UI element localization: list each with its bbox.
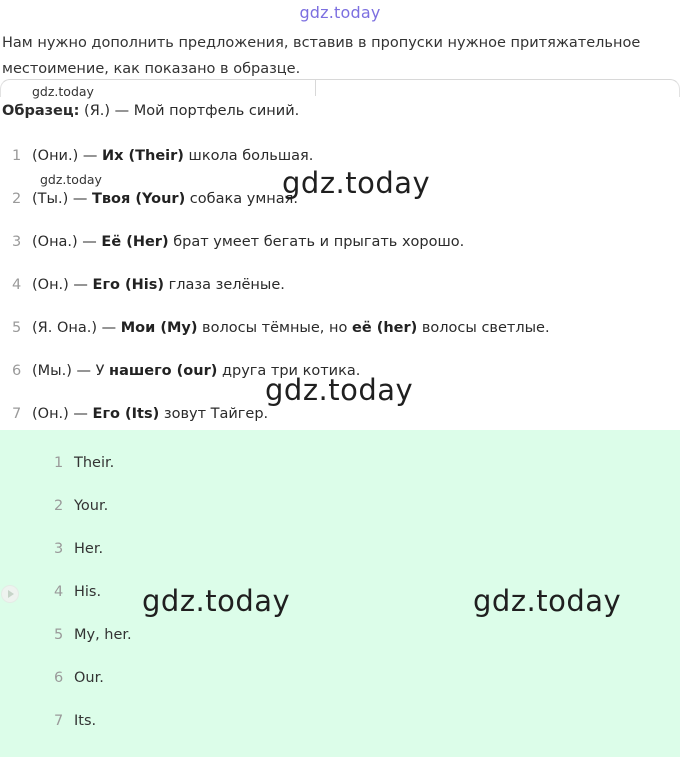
question-answer: Твоя (Your): [91, 191, 186, 207]
answer-text: Their.: [74, 455, 115, 471]
question-item: [12, 188, 298, 210]
question-text: друга три котика.: [217, 363, 361, 379]
sample-rest: портфель синий.: [164, 103, 300, 119]
site-logo[interactable]: gdz.today: [299, 3, 381, 22]
watermark-small: gdz.today: [32, 84, 94, 99]
answer-item: [54, 667, 104, 689]
answer-item: [54, 710, 96, 732]
answer-number: 2: [54, 498, 64, 514]
answer-text: My, her.: [74, 627, 132, 643]
content-divider: [0, 79, 680, 97]
watermark-large: gdz.today: [142, 584, 291, 618]
answer-item: [54, 581, 101, 603]
question-text: собака умная.: [185, 191, 298, 207]
answer-item: [54, 624, 132, 646]
answer-number: 6: [54, 670, 64, 686]
question-number: 7: [12, 406, 22, 422]
question-answer-second: её (her): [351, 320, 418, 336]
watermark-small: gdz.today: [40, 172, 102, 187]
answer-item: [54, 495, 108, 517]
question-text: глаза зелёные.: [164, 277, 285, 293]
question-number: 1: [12, 148, 22, 164]
question-prefix: (Он.) —: [32, 406, 93, 422]
sample-sentence: [2, 100, 299, 122]
question-number: 4: [12, 277, 22, 293]
answer-text: His.: [74, 584, 102, 600]
question-answer: Его (His): [92, 277, 165, 293]
watermark-large: gdz.today: [265, 373, 414, 407]
answers-panel: [0, 430, 680, 757]
watermark-large: gdz.today: [473, 584, 622, 618]
answer-number: 7: [54, 713, 64, 729]
task-intro: Нам нужно дополнить предложения, вставив в пропуски нужное притяжательное местоимение, как показано в образце.: [2, 35, 641, 77]
watermark-large: gdz.today: [282, 166, 431, 200]
answer-number: 3: [54, 541, 64, 557]
answer-text: Her.: [74, 541, 104, 557]
question-prefix: (Она.) —: [32, 234, 102, 250]
answer-number: 4: [54, 584, 64, 600]
question-answer: Мои (My): [120, 320, 198, 336]
question-prefix: (Я. Она.) —: [32, 320, 121, 336]
question-prefix: (Они.) —: [32, 148, 102, 164]
question-prefix: (Мы.) — У: [32, 363, 110, 379]
question-number: 3: [12, 234, 22, 250]
question-number: 6: [12, 363, 22, 379]
sample-label: Образец:: [2, 103, 80, 119]
question-text: брат умеет бегать и прыгать хорошо.: [168, 234, 465, 250]
question-answer: Её (Her): [101, 234, 169, 250]
answer-number: 1: [54, 455, 64, 471]
question-item: [12, 317, 550, 339]
sample-pronoun: (Я.) —: [79, 103, 134, 119]
question-answer: нашего (our): [109, 363, 218, 379]
question-item: [12, 231, 464, 253]
answer-item: [54, 538, 103, 560]
question-prefix: (Ты.) —: [32, 191, 92, 207]
answer-number: 5: [54, 627, 64, 643]
question-number: 5: [12, 320, 22, 336]
answer-text: Our.: [74, 670, 104, 686]
question-item: [12, 403, 268, 425]
question-item: [12, 274, 285, 296]
question-item: [12, 145, 313, 167]
question-answer: Его (Its): [92, 406, 160, 422]
answer-text: Its.: [74, 713, 97, 729]
question-number: 2: [12, 191, 22, 207]
question-text: школа большая.: [183, 148, 314, 164]
sample-answer: Мой: [133, 103, 165, 119]
answer-item: [54, 452, 114, 474]
answer-text: Your.: [74, 498, 109, 514]
question-text-end: волосы светлые.: [417, 320, 550, 336]
play-icon[interactable]: [2, 586, 18, 602]
question-answer: Их (Their): [101, 148, 184, 164]
divider-tick: [315, 80, 316, 96]
question-text: зовут Тайгер.: [159, 406, 269, 422]
question-prefix: (Он.) —: [32, 277, 93, 293]
question-text: волосы тёмные, но: [197, 320, 352, 336]
